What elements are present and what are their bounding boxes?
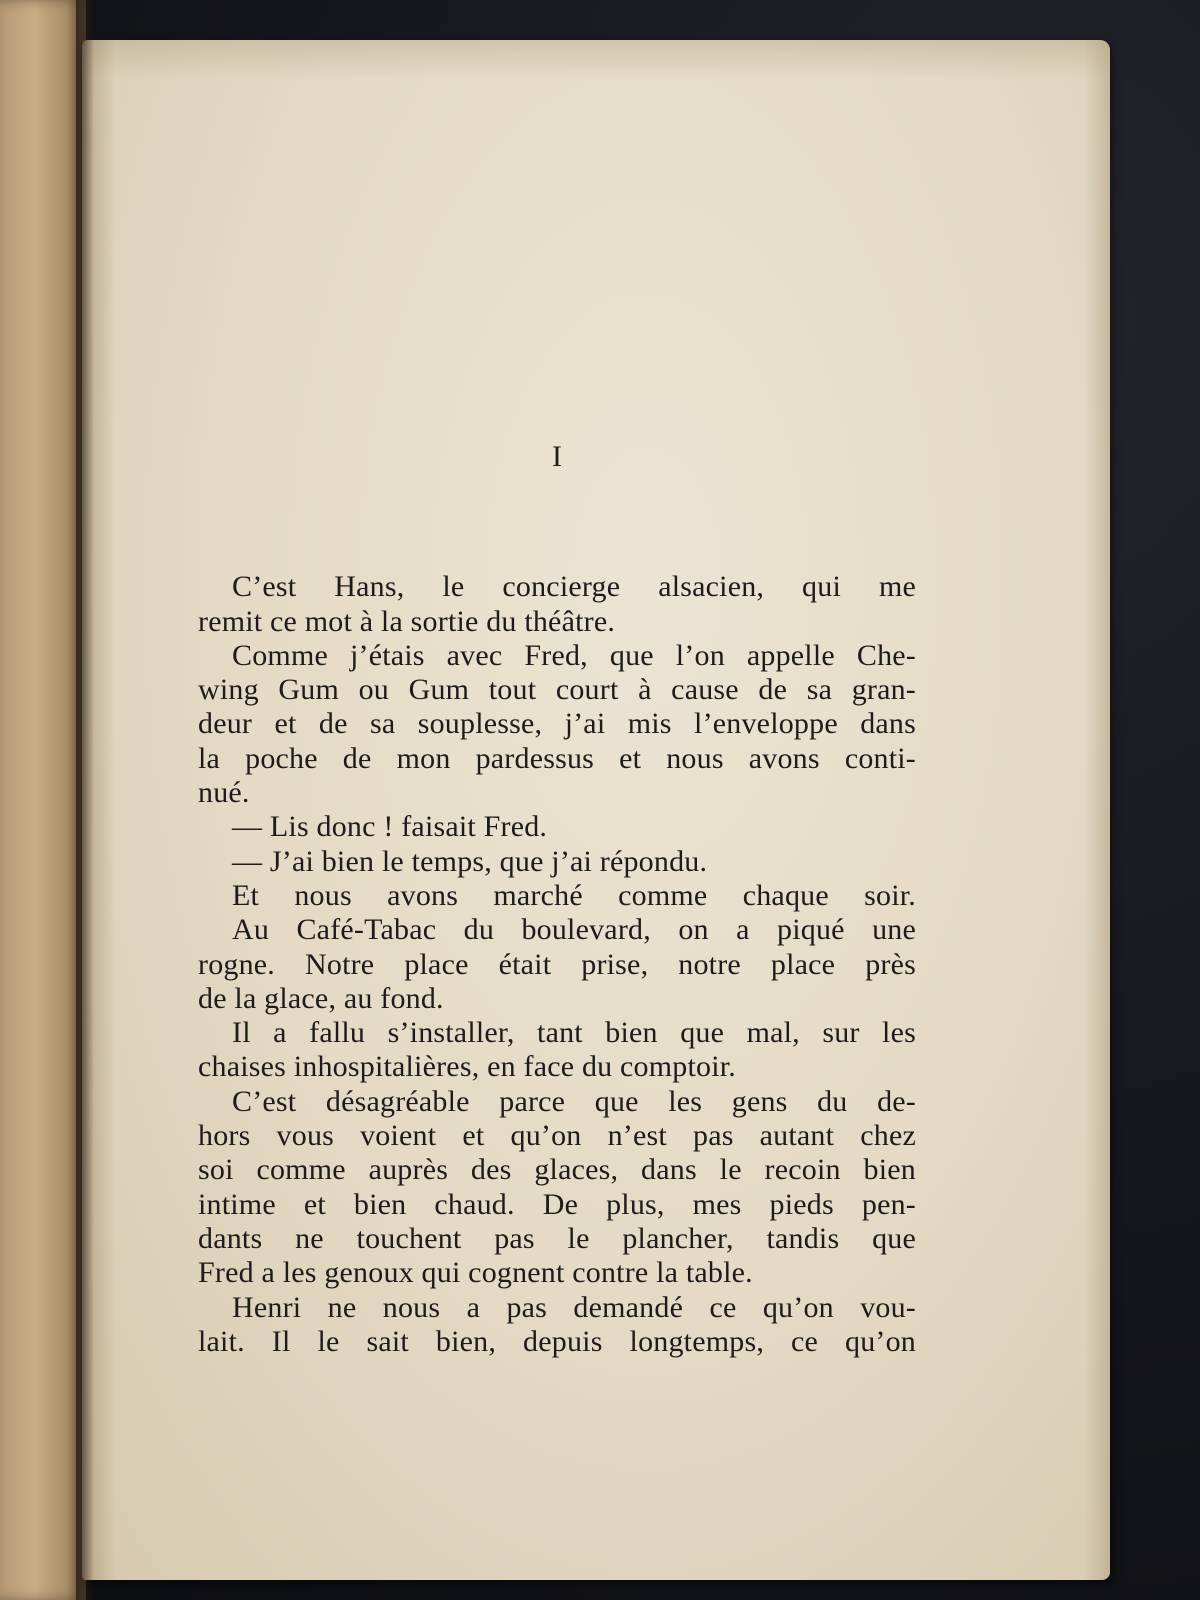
- text-line: Et nous avons marché comme chaque soir.: [232, 878, 916, 912]
- text-line: soi comme auprès des glaces, dans le recoin bien: [198, 1153, 916, 1187]
- text-line: wing Gum ou Gum tout court à cause de sa gran-: [198, 673, 916, 707]
- text-line: intime et bien chaud. De plus, mes pieds pen-: [198, 1187, 916, 1221]
- text-line: Il a fallu s’installer, tant bien que mal, sur les: [232, 1016, 916, 1050]
- text-line: Comme j’étais avec Fred, que l’on appelle Che-: [232, 638, 916, 672]
- text-line: dants ne touchent pas le plancher, tandis que: [198, 1221, 916, 1255]
- page-right-edge: [1084, 40, 1110, 1580]
- text-line: chaises inhospitalières, en face du comptoir.: [198, 1050, 736, 1084]
- text-line: — J’ai bien le temps, que j’ai répondu.: [232, 844, 708, 878]
- text-line: remit ce mot à la sortie du théâtre.: [198, 604, 616, 638]
- text-line: C’est désagréable parce que les gens du de-: [232, 1084, 916, 1118]
- text-line: rogne. Notre place était prise, notre place près: [198, 947, 916, 981]
- text-line: — Lis donc ! faisait Fred.: [232, 810, 548, 844]
- text-line: deur et de sa souplesse, j’ai mis l’enveloppe dans: [198, 707, 916, 741]
- chapter-number: I: [552, 440, 562, 473]
- text-line: Henri ne nous a pas demandé ce qu’on vou-: [232, 1290, 916, 1324]
- text-line: la poche de mon pardessus et nous avons conti-: [198, 741, 916, 775]
- body-text: [198, 570, 916, 1359]
- text-line: Fred a les genoux qui cognent contre la table.: [198, 1256, 753, 1290]
- text-line: Au Café-Tabac du boulevard, on a piqué une: [232, 913, 916, 947]
- facing-page-edge: [0, 0, 86, 1600]
- text-line: de la glace, au fond.: [198, 981, 444, 1015]
- book-page: [82, 40, 1110, 1580]
- text-line: hors vous voient et qu’on n’est pas autant chez: [198, 1119, 916, 1153]
- book-gutter-shadow: [76, 0, 94, 1600]
- text-line: C’est Hans, le concierge alsacien, qui me: [232, 570, 916, 604]
- page-text-block: [198, 440, 916, 1359]
- text-line: lait. Il le sait bien, depuis longtemps, ce qu’on: [198, 1324, 916, 1358]
- page-top-shadow: [82, 40, 1110, 80]
- text-line: nué.: [198, 776, 250, 810]
